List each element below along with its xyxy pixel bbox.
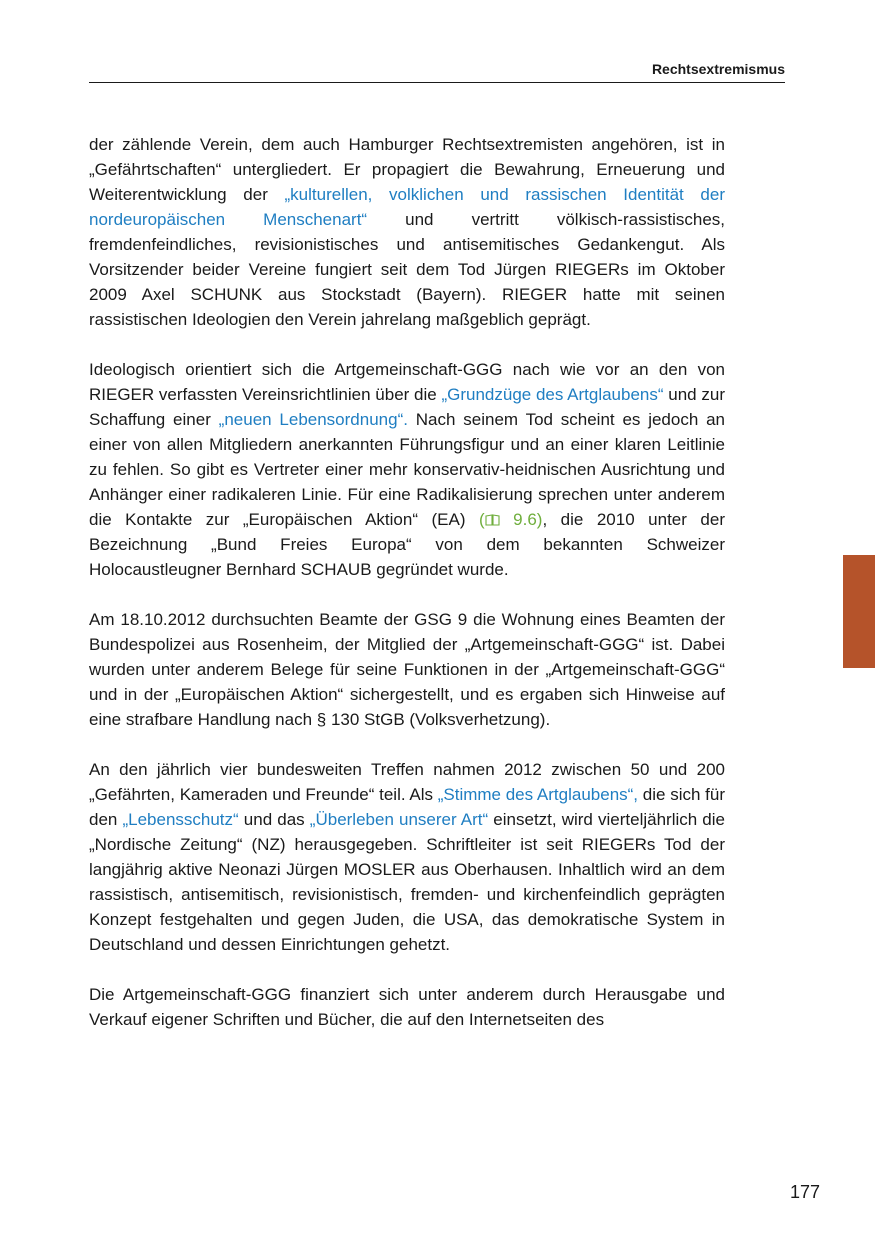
text-segment: einsetzt, wird vierteljährlich die „Nordische Zeitung“ (NZ) herausgegeben. Schriftleiter ist seit RIEGERs Tod der langjährig aktive Neonazi Jürgen MOSLER aus Oberhausen. Inhaltlich wird an dem rassistisch, antisemitisch, revisionistisch, fremden- und kirchenfeindlich geprägten Konzept festgehalten und gegen Juden, die USA, das demokratische System in Deutschland und dessen Einrichtungen gehetzt. — [89, 810, 725, 954]
paragraph-3 — [89, 607, 725, 732]
text-segment: und zur Schaffung einer — [89, 385, 725, 429]
highlighted-quote: „Stimme des Artglaubens“, — [437, 785, 639, 804]
header-rule — [89, 82, 785, 83]
book-icon — [485, 508, 500, 520]
cross-reference-open: ( — [478, 510, 485, 529]
text-segment: Nach seinem Tod scheint es jedoch an einer von allen Mitgliedern anerkannten Führungsfigur und an einer klaren Leitlinie zu fehlen. So gibt es Vertreter einer mehr konservativ-heidnischen Ausrichtung und Anhänger einer radikaleren Linie. Für eine Radikalisierung sprechen unter anderem die Kontakte zur „Europäischen Aktion“ (EA) — [89, 410, 726, 529]
paragraph-4 — [89, 757, 725, 957]
chapter-side-tab — [843, 555, 875, 668]
paragraph-5 — [89, 982, 725, 1032]
paragraph-2 — [89, 357, 725, 582]
text-segment: Die Artgemeinschaft-GGG finanziert sich unter anderem durch Herausgabe und Verkauf eigener Schriften und Bücher, die auf den Internetseiten des — [89, 985, 725, 1029]
running-header: Rechtsextremismus — [651, 61, 785, 77]
page-number: 177 — [789, 1182, 820, 1202]
text-segment: der zählende Verein, dem auch Hamburger Rechtsextremisten angehören, ist in „Gefährtschaften“ untergliedert. Er propagiert die Bewahrung, Erneuerung und Weiterentwicklung der — [89, 135, 725, 204]
highlighted-quote: „kulturellen, volklichen und rassischen Identität der nordeuropäischen Menschenart“ — [89, 185, 725, 229]
body-text — [89, 132, 725, 1057]
highlighted-quote: „neuen Lebensordnung“. — [218, 410, 408, 429]
cross-reference-number: 9.6) — [499, 510, 543, 529]
text-segment: Ideologisch orientiert sich die Artgemeinschaft-GGG nach wie vor an den von RIEGER verfassten Vereinsrichtlinien über die — [89, 360, 725, 404]
highlighted-quote: „Grundzüge des Artglaubens“ — [441, 385, 664, 404]
text-segment: die sich für den — [89, 785, 725, 829]
text-segment: , die 2010 unter der Bezeichnung „Bund Freies Europa“ von dem bekannten Schweizer Holocaustleugner Bernhard SCHAUB gegründet wurde. — [89, 510, 725, 579]
text-segment: An den jährlich vier bundesweiten Treffen nahmen 2012 zwischen 50 und 200 „Gefährten, Kameraden und Freunde“ teil. Als — [89, 760, 725, 804]
cross-reference-link[interactable] — [479, 510, 542, 529]
text-segment: Am 18.10.2012 durchsuchten Beamte der GSG 9 die Wohnung eines Beamten der Bundespolizei aus Rosenheim, der Mitglied der „Artgemeinschaft-GGG“ ist. Dabei wurden unter anderem Belege für seine Funktionen in der „Artgemeinschaft-GGG“ und in der „Europäischen Aktion“ sichergestellt, und es ergaben sich Hinweise auf eine strafbare Handlung nach § 130 StGB (Volksverhetzung). — [89, 610, 725, 729]
paragraph-1 — [89, 132, 725, 332]
highlighted-quote: „Lebensschutz“ — [122, 810, 239, 829]
text-segment: und vertritt völkisch-rassistisches, fremdenfeindliches, revisionistisches und antisemitisches Gedankengut. Als Vorsitzender beider Vereine fungiert seit dem Tod Jürgen RIEGERs im Oktober 2009 Axel SCHUNK aus Stockstadt (Bayern). RIEGER hatte mit seinen rassistischen Ideologien den Verein jahrelang maßgeblich geprägt. — [89, 210, 725, 329]
text-segment: und das — [238, 810, 310, 829]
highlighted-quote: „Überleben unserer Art“ — [309, 810, 489, 829]
